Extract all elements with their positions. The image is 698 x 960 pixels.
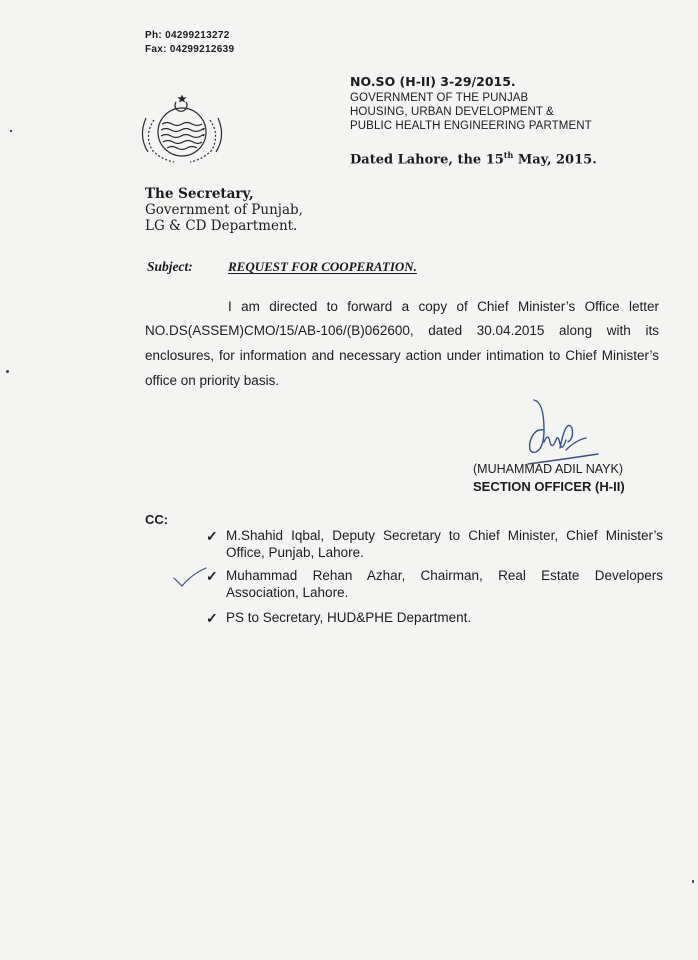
handwritten-tick-mark	[172, 566, 208, 588]
body-line: NO.DS(ASSEM)CMO/15/AB-106/(B)062600, dated 30.04.2015 along with its	[145, 323, 659, 338]
signatory-name: (MUHAMMAD ADIL NAYK)	[473, 462, 624, 476]
signatory-designation: SECTION OFFICER (H-II)	[473, 479, 625, 494]
cc-item-line: M.Shahid Iqbal, Deputy Secretary to Chief Minister, Chief Minister’s	[226, 528, 663, 543]
check-mark-icon: ✓	[206, 568, 218, 584]
body-line: enclosures, for information and necessary action under intimation to Chief Minister’s	[145, 348, 659, 363]
body-line: office on priority basis.	[145, 373, 280, 388]
addressee-line: Government of Punjab,	[145, 202, 303, 218]
date-line: Dated Lahore, the 15th May, 2015.	[350, 150, 597, 168]
addressee-line: LG & CD Department.	[145, 218, 298, 234]
scan-speck	[6, 370, 9, 373]
government-line: GOVERNMENT OF THE PUNJAB	[350, 92, 529, 104]
body-line: I am directed to forward a copy of Chief Minister’s Office letter	[228, 299, 659, 314]
check-mark-icon: ✓	[206, 610, 218, 626]
check-mark-icon: ✓	[206, 528, 218, 544]
department-line: PUBLIC HEALTH ENGINEERING PARTMENT	[350, 120, 592, 132]
cc-item-line: PS to Secretary, HUD&PHE Department.	[226, 610, 472, 625]
fax-number: Fax: 04299212639	[145, 44, 235, 55]
cc-item-line: Muhammad Rehan Azhar, Chairman, Real Estate Developers	[226, 568, 663, 583]
subject-text: REQUEST FOR COOPERATION.	[228, 259, 417, 274]
reference-number: NO.SO (H-II) 3-29/2015.	[350, 74, 516, 89]
punjab-emblem-logo	[132, 90, 232, 170]
cc-label: CC:	[145, 512, 169, 527]
handwritten-signature	[520, 392, 610, 472]
subject-label: Subject:	[147, 259, 193, 274]
cc-item-line: Association, Lahore.	[226, 585, 349, 600]
department-line: HOUSING, URBAN DEVELOPMENT &	[350, 106, 554, 118]
scan-speck	[692, 880, 694, 883]
addressee-title: The Secretary,	[145, 186, 254, 202]
cc-item-line: Office, Punjab, Lahore.	[226, 545, 364, 560]
scan-speck	[10, 130, 12, 132]
phone-number: Ph: 04299213272	[145, 30, 230, 41]
